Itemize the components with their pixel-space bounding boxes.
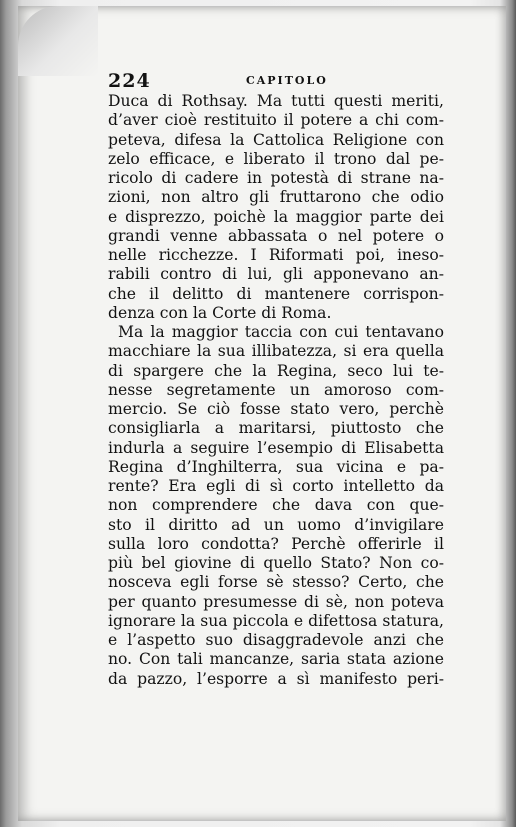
text-line: macchiare la sua illibatezza, si era quella xyxy=(108,342,444,361)
running-head: CAPITOLO xyxy=(246,74,328,87)
page-header xyxy=(108,70,444,92)
text-line: nosceva egli forse sè stesso? Certo, che xyxy=(108,573,444,592)
text-line: Regina d’Inghilterra, sua vicina e pa- xyxy=(108,457,444,476)
text-line: no. Con tali mancanze, saria stata azione xyxy=(108,650,444,669)
text-line: non comprendere che dava con que- xyxy=(108,496,444,515)
text-line: denza con la Corte di Roma. xyxy=(108,303,332,322)
page-text xyxy=(108,70,444,689)
text-line: grandi venne abbassata o nel potere o xyxy=(108,226,444,245)
text-line: nelle ricchezze. I Riformati poi, ineso- xyxy=(108,246,444,264)
text-line: consigliarla a maritarsi, piuttosto che xyxy=(108,419,444,438)
page-number: 224 xyxy=(108,70,151,92)
text-line: da pazzo, l’esporre a sì manifesto peri- xyxy=(108,669,444,688)
text-line: ricolo di cadere in potestà di strane na- xyxy=(108,169,444,187)
text-line: e l’aspetto suo disaggradevole anzi che xyxy=(108,631,444,649)
page-corner-curl xyxy=(18,6,98,76)
text-line: rente? Era egli di sì corto intelletto da xyxy=(108,477,444,495)
text-line: e disprezzo, poichè la maggior parte dei xyxy=(108,207,444,226)
text-line: mercio. Se ciò fosse stato vero, perchè xyxy=(108,400,444,418)
text-line: Duca di Rothsay. Ma tutti questi meriti, xyxy=(108,92,444,110)
text-line: zelo efficace, e liberato il trono dal pe- xyxy=(108,149,444,168)
text-line: per quanto presumesse di sè, non poteva xyxy=(108,592,444,611)
text-line: rabili contro di lui, gli apponevano an- xyxy=(108,265,444,284)
text-line: d’aver cioè restituito il potere a chi com- xyxy=(108,111,444,130)
text-line: più bel giovine di quello Stato? Non co- xyxy=(108,554,444,572)
text-line: ignorare la sua piccola e difettosa statura, xyxy=(108,611,444,630)
text-line: di spargere che la Regina, seco lui te- xyxy=(108,361,444,380)
text-line: sulla loro condotta? Perchè offerirle il xyxy=(108,534,444,553)
text-line: indurla a seguire l’esempio di Elisabetta xyxy=(108,438,444,457)
text-line: peteva, difesa la Cattolica Religione con xyxy=(108,130,444,149)
text-line: sto il diritto ad un uomo d’invigilare xyxy=(108,515,444,534)
text-line: zioni, non altro gli fruttarono che odio xyxy=(108,188,444,207)
text-line: nesse segretamente un amoroso com- xyxy=(108,380,444,399)
text-line: Ma la maggior taccia con cui tentavano xyxy=(118,323,444,341)
text-line: che il delitto di mantenere corrispon- xyxy=(108,284,444,303)
